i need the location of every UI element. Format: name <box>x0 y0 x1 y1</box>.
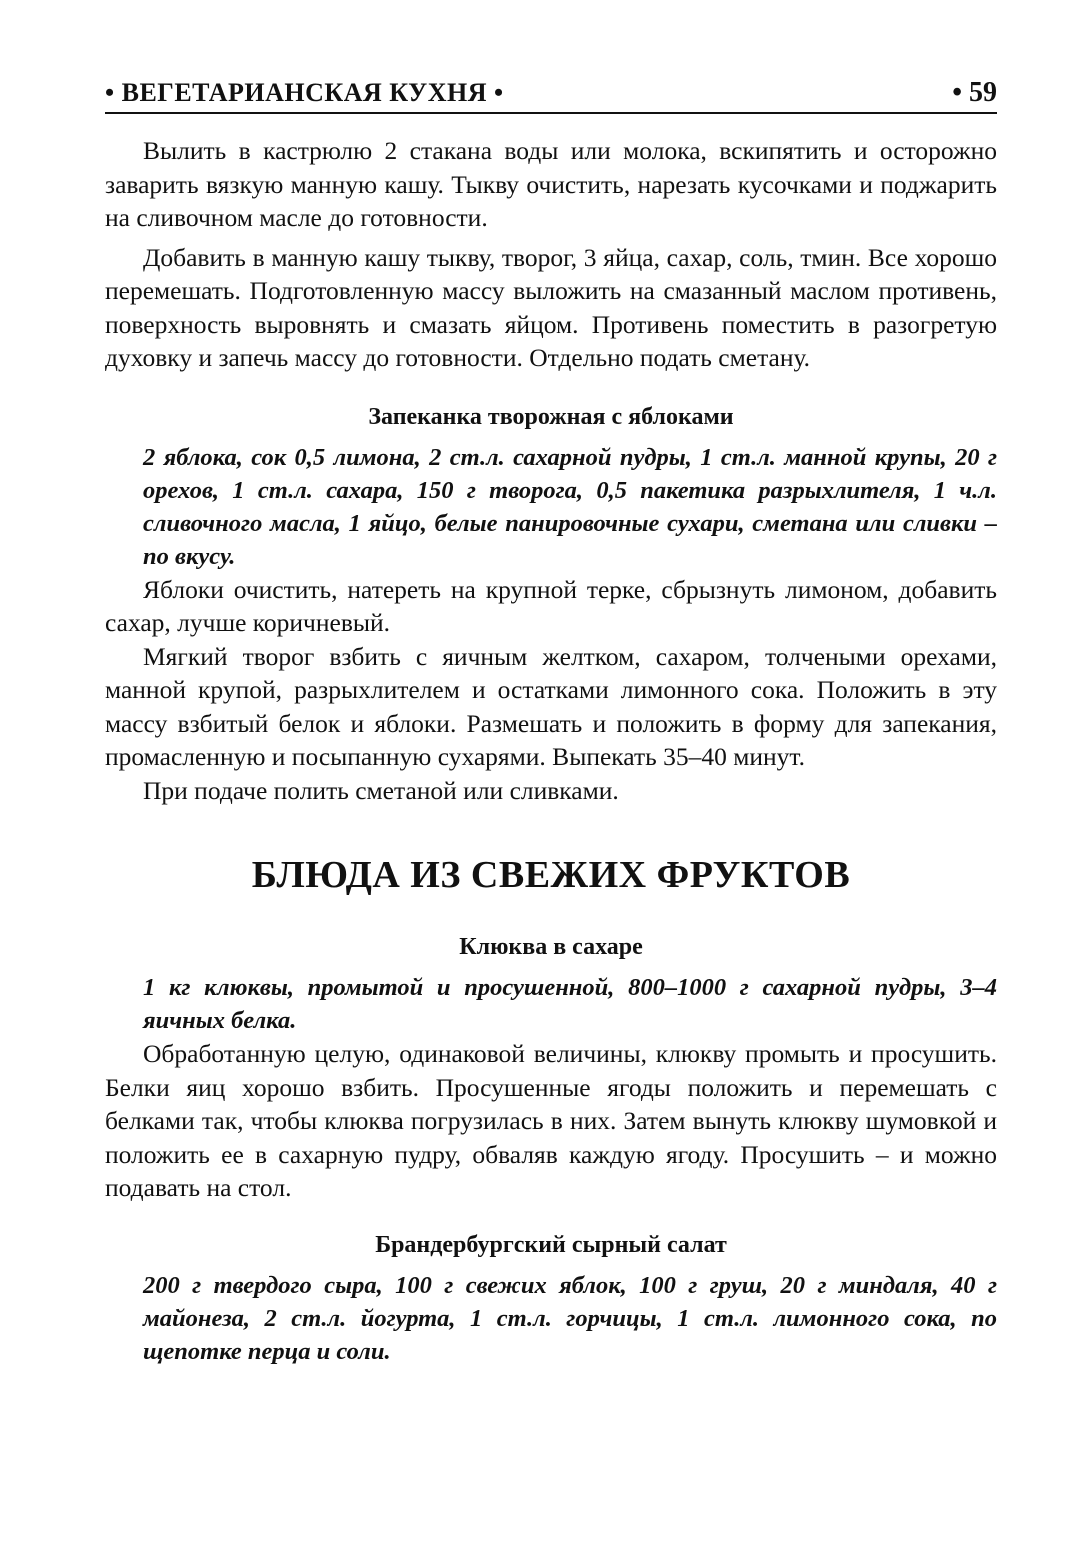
page-number: • 59 <box>952 77 997 108</box>
recipe-title-cheese-salad: Брандербургский сырный салат <box>375 1231 727 1258</box>
section-heading: БЛЮДА ИЗ СВЕЖИХ ФРУКТОВ <box>251 854 851 896</box>
intro-paragraph-2: Добавить в манную кашу тыкву, творог, 3 яйца, сахар, соль, тмин. Все хорошо перемешать. Подготовленную массу выложить на смазанный маслом противень, поверхность выровнять и смазать яйцом. Противень поместить в разогретую духовку и запечь массу до готовности. Отдельно подать сметану. <box>105 242 997 372</box>
running-header <box>105 78 997 114</box>
recipe-step-casserole-2: Мягкий творог взбить с яичным желтком, сахаром, толчеными орехами, манной крупой, разрыхлителем и остатками лимонного сока. Положить в эту массу взбитый белок и яблоки. Размешать и положить в форму для запекания, промасленную и посыпанную сухарями. Выпекать 35–40 минут. <box>105 641 997 771</box>
recipe-ingredients-cranberry: 1 кг клюквы, промытой и просушенной, 800–1000 г сахарной пудры, 3–4 яичных белка. <box>143 974 997 1034</box>
recipe-title-casserole: Запеканка творожная с яблоками <box>368 403 734 430</box>
recipe-step-casserole-3: При подаче полить сметаной или сливками. <box>143 775 619 805</box>
book-page <box>105 78 997 1368</box>
recipe-step-casserole-1: Яблоки очистить, натереть на крупной терке, сбрызнуть лимоном, добавить сахар, лучше коричневый. <box>105 574 997 637</box>
recipe-ingredients-casserole: 2 яблока, сок 0,5 лимона, 2 ст.л. сахарной пудры, 1 ст.л. манной крупы, 20 г орехов, 1 ст.л. сахара, 150 г творога, 0,5 пакетика разрыхлителя, 1 ч.л. сливочного масла, 1 яйцо, белые панировочные сухари, сметана или сливки – по вкусу. <box>143 443 997 570</box>
running-header-title: • ВЕГЕТАРИАНСКАЯ КУХНЯ • <box>105 78 504 107</box>
recipe-step-cranberry-1: Обработанную целую, одинаковой величины, клюкву промыть и просушить. Белки яиц хорошо взбить. Просушенные ягоды положить и перемешать с белками так, чтобы клюква погрузилась в них. Затем вынуть клюкву шумовкой и положить ее в сахарную пудру, обваляв каждую ягоду. Просушить – и можно подавать на стол. <box>105 1039 997 1202</box>
recipe-title-cranberry: Клюква в сахаре <box>459 934 643 960</box>
intro-paragraph-1: Вылить в кастрюлю 2 стакана воды или молока, вскипятить и осторожно заварить вязкую манную кашу. Тыкву очистить, нарезать кусочками и поджарить на сливочном масле до готовности. <box>105 136 997 232</box>
recipe-ingredients-cheese-salad: 200 г твердого сыра, 100 г свежих яблок, 100 г груш, 20 г миндаля, 40 г майонеза, 2 ст.л. йогурта, 1 ст.л. горчицы, 1 ст.л. лимонного сока, по щепотке перца и соли. <box>143 1271 997 1365</box>
